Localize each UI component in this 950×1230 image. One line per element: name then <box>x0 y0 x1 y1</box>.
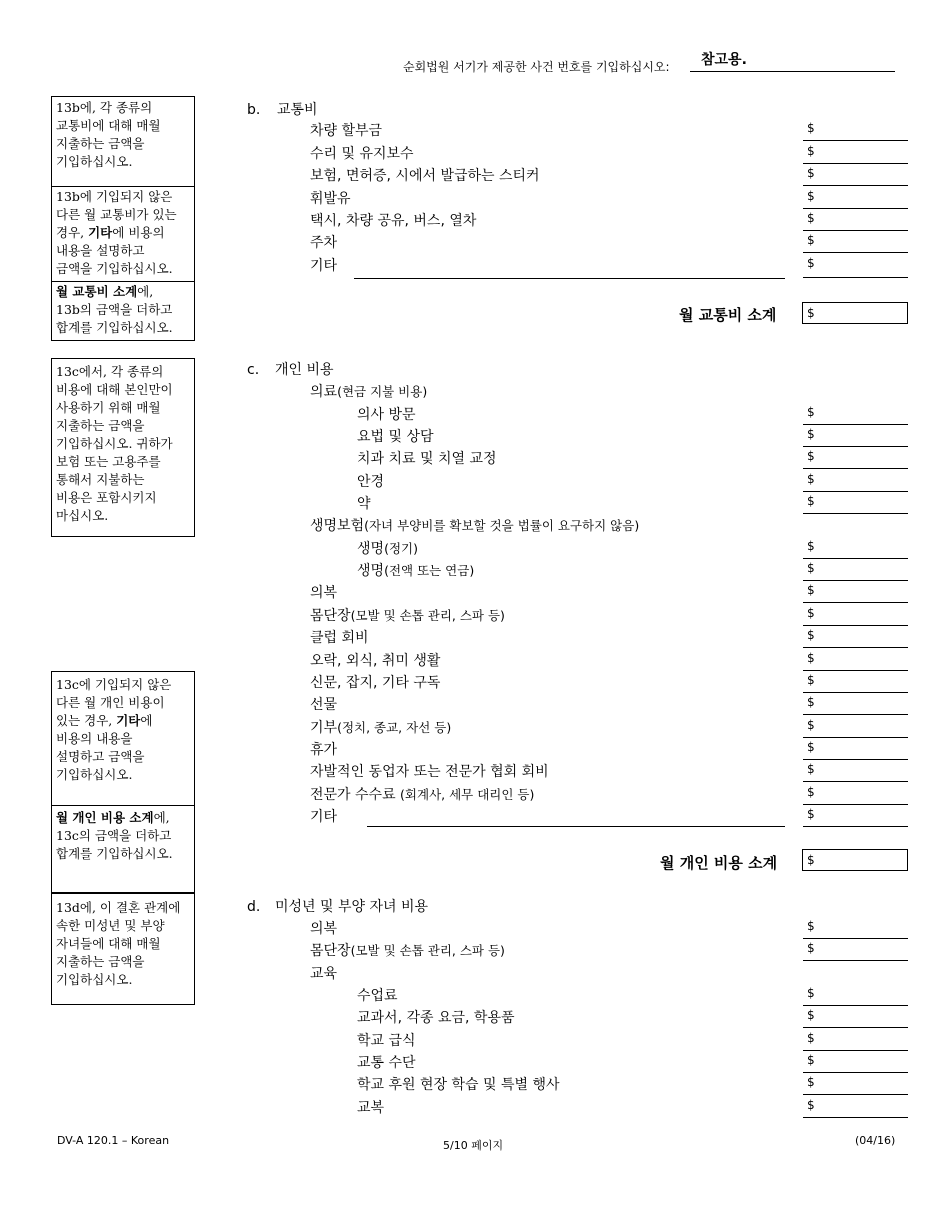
d-amount-2-dollar: $ <box>807 941 815 955</box>
section-d-title: 미성년 및 부양 자녀 비용 <box>275 899 429 915</box>
c-amount-1-field[interactable] <box>803 424 908 425</box>
case-number-value[interactable]: 참고용. <box>701 52 747 68</box>
section-d-letter: d. <box>247 899 261 915</box>
c-amount-9-field[interactable] <box>803 625 908 626</box>
b-item-insurance: 보험, 면허증, 시에서 발급하는 스티커 <box>310 168 540 184</box>
d-amount-6-field[interactable] <box>803 1072 908 1073</box>
c-item-entertainment: 오락, 외식, 취미 생활 <box>310 653 441 669</box>
c-amount-1-dollar: $ <box>807 405 815 419</box>
b-subtotal-field[interactable] <box>802 302 908 324</box>
b-item-repair: 수리 및 유지보수 <box>310 146 414 162</box>
instruction-box-13c <box>51 358 195 537</box>
c-item-donations: 기부(정치, 종교, 자선 등) <box>310 720 452 736</box>
c-amount-17-field[interactable] <box>803 804 908 805</box>
d-edu-books: 교과서, 각종 요금, 학용품 <box>357 1010 515 1026</box>
c-item-club: 클럽 회비 <box>310 630 369 646</box>
c-amount-2-field[interactable] <box>803 446 908 447</box>
instruction-13b-other: 13b에 기입되지 않은 다른 월 교통비가 있는 경우, 기타에 비용의 내용을 설명하고 금액을 기입하십시오. <box>56 189 177 276</box>
c-amount-9-dollar: $ <box>807 606 815 620</box>
c-med-dental: 치과 치료 및 치열 교정 <box>357 451 497 467</box>
instruction-13b-amounts: 13b에, 각 종류의 교통비에 대해 매월 지출하는 금액을 기입하십시오. <box>56 100 161 169</box>
c-item-association: 자발적인 동업자 또는 전문가 협회 회비 <box>310 764 549 780</box>
d-item-grooming: 몸단장(모발 및 손톱 관리, 스파 등) <box>310 943 505 959</box>
c-amount-16-field[interactable] <box>803 781 908 782</box>
b-item-other: 기타 <box>310 258 338 274</box>
c-amount-14-field[interactable] <box>803 737 908 738</box>
footer-revision-date: (04/16) <box>855 1134 896 1147</box>
b-amount-1-dollar: $ <box>807 121 815 135</box>
b-amount-3-dollar: $ <box>807 166 815 180</box>
b-amount-5-field[interactable] <box>803 230 908 231</box>
d-edu-lunch: 학교 급식 <box>357 1033 416 1049</box>
c-amount-12-dollar: $ <box>807 673 815 687</box>
b-item-car-payment: 차량 할부금 <box>310 123 383 139</box>
c-item-vacation: 휴가 <box>310 742 338 758</box>
instruction-box-13d <box>51 893 195 1005</box>
c-subtotal-field[interactable] <box>802 849 908 871</box>
c-amount-12-field[interactable] <box>803 692 908 693</box>
c-amount-3-dollar: $ <box>807 449 815 463</box>
c-amount-5-dollar: $ <box>807 494 815 508</box>
b-item-gas: 휘발유 <box>310 191 351 207</box>
footer-page-number: 5/10 페이지 <box>443 1139 504 1152</box>
c-amount-16-dollar: $ <box>807 762 815 776</box>
b-amount-6-field[interactable] <box>803 252 908 253</box>
d-edu-uniform: 교복 <box>357 1100 385 1116</box>
c-amount-7-dollar: $ <box>807 561 815 575</box>
d-edu-tuition: 수업료 <box>357 988 398 1004</box>
c-life-whole: 생명(전액 또는 연금) <box>357 563 475 579</box>
c-amount-5-field[interactable] <box>803 513 908 514</box>
c-amount-2-dollar: $ <box>807 427 815 441</box>
c-amount-3-field[interactable] <box>803 468 908 469</box>
c-amount-13-dollar: $ <box>807 695 815 709</box>
c-item-clothing: 의복 <box>310 585 338 601</box>
c-medical-heading: 의료(현금 지불 비용) <box>310 384 428 400</box>
case-number-underline <box>690 71 895 72</box>
b-item-taxi: 택시, 차량 공유, 버스, 열차 <box>310 213 477 229</box>
footer-form-id: DV-A 120.1 – Korean <box>57 1134 170 1147</box>
section-c-title: 개인 비용 <box>275 362 334 378</box>
d-amount-1-dollar: $ <box>807 919 815 933</box>
d-amount-7-dollar: $ <box>807 1075 815 1089</box>
c-amount-6-field[interactable] <box>803 558 908 559</box>
b-amount-6-dollar: $ <box>807 233 815 247</box>
d-amount-3-dollar: $ <box>807 986 815 1000</box>
c-subtotal-label: 월 개인 비용 소계 <box>660 854 778 872</box>
section-b-title: 교통비 <box>277 102 318 118</box>
d-amount-3-field[interactable] <box>803 1005 908 1006</box>
c-amount-14-dollar: $ <box>807 718 815 732</box>
c-med-medicine: 약 <box>357 496 371 512</box>
d-amount-5-dollar: $ <box>807 1031 815 1045</box>
c-item-subscriptions: 신문, 잡지, 기타 구독 <box>310 675 441 691</box>
c-subtotal-dollar: $ <box>807 853 815 867</box>
b-subtotal-dollar: $ <box>807 306 815 320</box>
c-amount-15-dollar: $ <box>807 740 815 754</box>
b-amount-4-dollar: $ <box>807 189 815 203</box>
c-amount-10-field[interactable] <box>803 647 908 648</box>
b-other-description-field[interactable] <box>354 278 785 279</box>
c-amount-8-field[interactable] <box>803 602 908 603</box>
d-amount-2-field[interactable] <box>803 960 908 961</box>
c-other-description-field[interactable] <box>367 826 785 827</box>
d-amount-4-dollar: $ <box>807 1008 815 1022</box>
c-med-glasses: 안경 <box>357 474 385 490</box>
c-life-heading: 생명보험(자녀 부양비를 확보할 것을 법률이 요구하지 않음) <box>310 518 640 534</box>
c-amount-7-field[interactable] <box>803 580 908 581</box>
c-amount-13-field[interactable] <box>803 714 908 715</box>
d-edu-transport: 교통 수단 <box>357 1055 416 1071</box>
b-amount-5-dollar: $ <box>807 211 815 225</box>
b-amount-3-field[interactable] <box>803 185 908 186</box>
case-number-label: 순회법원 서기가 제공한 사건 번호를 기입하십시오: <box>403 60 670 74</box>
c-life-term: 생명(정기) <box>357 541 418 557</box>
d-amount-7-field[interactable] <box>803 1094 908 1095</box>
instruction-13c-other: 13c에 기입되지 않은 다른 월 개인 비용이 있는 경우, 기타에 비용의 내용을 설명하고 금액을 기입하십시오. <box>56 677 172 782</box>
d-amount-4-field[interactable] <box>803 1027 908 1028</box>
d-amount-5-field[interactable] <box>803 1050 908 1051</box>
section-b-letter: b. <box>247 102 261 118</box>
c-amount-10-dollar: $ <box>807 628 815 642</box>
b-item-parking: 주차 <box>310 235 338 251</box>
c-item-professional-fees: 전문가 수수료 (회계사, 세무 대리인 등) <box>310 787 535 803</box>
c-amount-18-dollar: $ <box>807 807 815 821</box>
c-amount-18-field[interactable] <box>803 826 908 827</box>
c-amount-11-dollar: $ <box>807 651 815 665</box>
c-med-doctor: 의사 방문 <box>357 407 416 423</box>
b-subtotal-label: 월 교통비 소계 <box>679 306 777 324</box>
d-item-clothing: 의복 <box>310 921 338 937</box>
b-amount-2-dollar: $ <box>807 144 815 158</box>
c-amount-11-field[interactable] <box>803 670 908 671</box>
instruction-13c-amounts: 13c에서, 각 종류의 비용에 대해 본인만이 사용하기 위해 매월 지출하는 금액을 기입하십시오. 귀하가 보험 또는 고용주를 통해서 지불하는 비용은 포함시키지 마십시오. <box>56 364 173 523</box>
c-amount-15-field[interactable] <box>803 759 908 760</box>
c-item-other: 기타 <box>310 809 338 825</box>
instruction-box-13b <box>51 96 195 341</box>
d-amount-1-field[interactable] <box>803 938 908 939</box>
d-edu-field-trips: 학교 후원 현장 학습 및 특별 행사 <box>357 1077 560 1093</box>
b-amount-7-dollar: $ <box>807 256 815 270</box>
section-c-letter: c. <box>247 362 260 378</box>
c-amount-8-dollar: $ <box>807 583 815 597</box>
c-amount-4-dollar: $ <box>807 472 815 486</box>
d-amount-8-dollar: $ <box>807 1098 815 1112</box>
d-amount-6-dollar: $ <box>807 1053 815 1067</box>
c-med-therapy: 요법 및 상담 <box>357 429 434 445</box>
instruction-13d-amounts: 13d에, 이 결혼 관계에 속한 미성년 및 부양 자녀들에 대해 매월 지출하는 금액을 기입하십시오. <box>56 900 181 987</box>
d-amount-8-field[interactable] <box>803 1117 908 1118</box>
d-education-heading: 교육 <box>310 966 338 982</box>
b-amount-1-field[interactable] <box>803 140 908 141</box>
instruction-box-13c-other <box>51 671 195 893</box>
b-amount-2-field[interactable] <box>803 163 908 164</box>
c-item-gifts: 선물 <box>310 697 338 713</box>
instruction-13c-subtotal: 월 개인 비용 소계에, 13c의 금액을 더하고 합계를 기입하십시오. <box>56 810 173 861</box>
c-item-grooming: 몸단장(모발 및 손톱 관리, 스파 등) <box>310 608 505 624</box>
b-amount-4-field[interactable] <box>803 208 908 209</box>
c-amount-17-dollar: $ <box>807 785 815 799</box>
instruction-13b-subtotal: 월 교통비 소계에, 13b의 금액을 더하고 합계를 기입하십시오. <box>56 284 173 335</box>
c-amount-4-field[interactable] <box>803 491 908 492</box>
b-amount-7-field[interactable] <box>803 277 908 278</box>
c-amount-6-dollar: $ <box>807 539 815 553</box>
